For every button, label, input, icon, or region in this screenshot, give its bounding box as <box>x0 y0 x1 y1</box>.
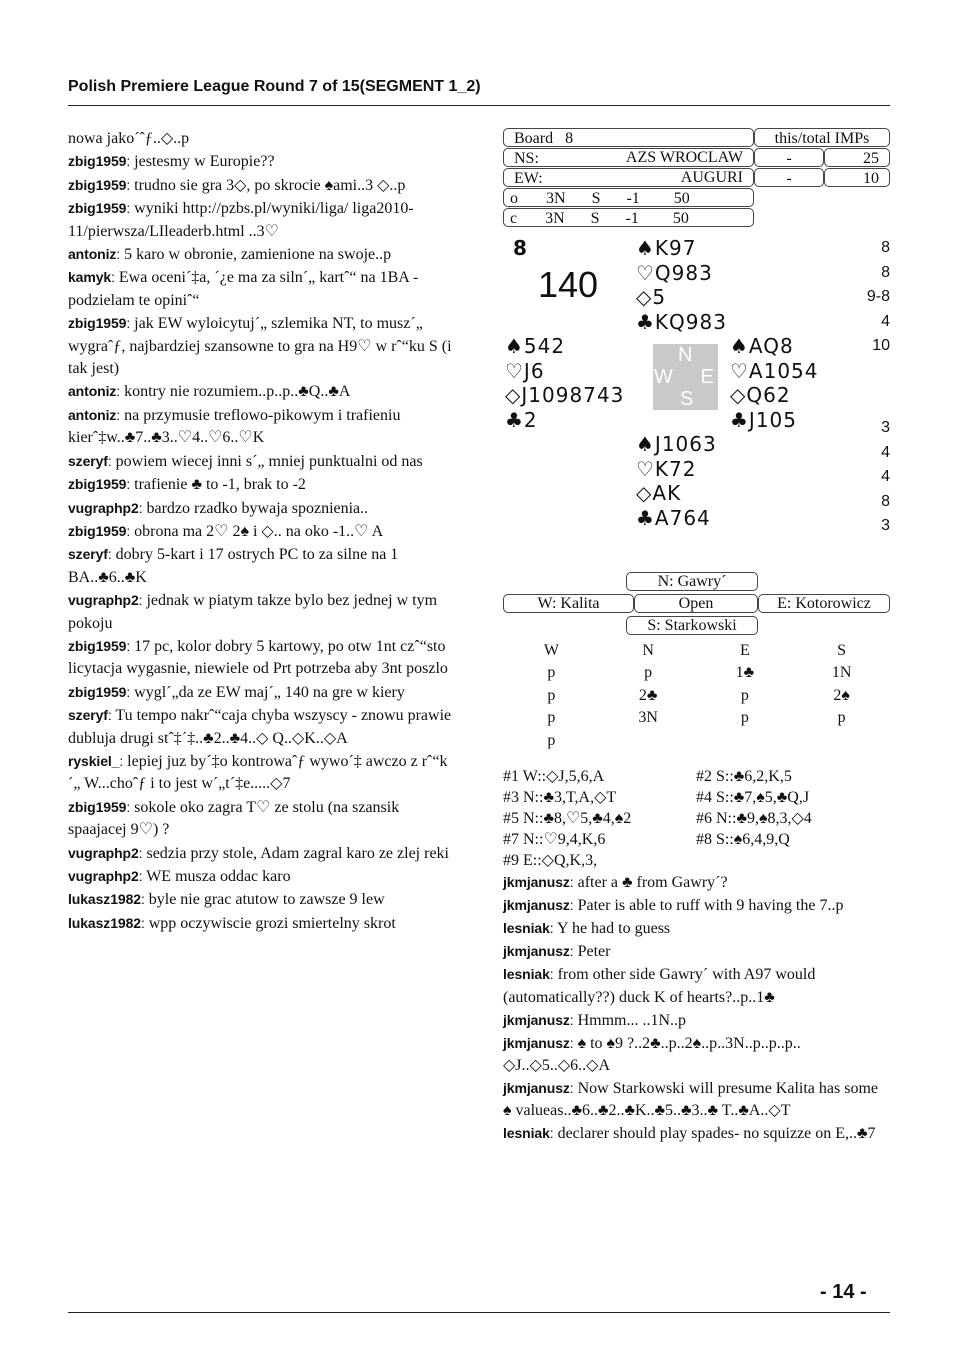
bidding-table <box>503 640 890 752</box>
result-room: o <box>510 190 518 207</box>
result-tricks: -1 <box>625 210 639 227</box>
chat-text: Now Starkowski will presume Kalita has some ♠ valueas..♣6..♣2..♣K..♣5..♣3..♣ T..♣A..◇T <box>503 1079 878 1119</box>
chat-line <box>503 917 890 940</box>
chat-line <box>68 912 456 935</box>
chat-text: dobry 5-kart i 17 ostrych PC to za silne na 1 BA..♣6..♣K <box>68 546 399 586</box>
east-hand <box>730 334 819 432</box>
trick: #1 W::◇J,5,6,A <box>503 768 605 786</box>
page-header: Polish Premiere League Round 7 of 15(SEGMENT 1_2) <box>68 78 481 95</box>
chat-user: jkmjanusz : <box>503 943 574 959</box>
south-spades: ♠J1063 <box>636 432 717 456</box>
chat-line <box>503 1009 890 1032</box>
bid-cell: p <box>740 709 749 727</box>
chat-user: lesniak : <box>503 1125 554 1141</box>
bid-cell: p <box>547 686 556 704</box>
chat-user: zbig1959 : <box>68 200 130 216</box>
chat-user: szeryf : <box>68 453 112 469</box>
chat-user: jkmjanusz : <box>503 1012 574 1028</box>
hcp-value: 4 <box>881 312 890 330</box>
north-clubs: ♣KQ983 <box>636 309 727 334</box>
south-diamonds: ◇AK <box>636 481 682 505</box>
chat-user: lukasz1982 : <box>68 891 145 907</box>
chat-user: szeryf : <box>68 707 112 723</box>
hcp-value: 8 <box>881 263 890 281</box>
bid-cell: p <box>547 664 556 682</box>
result-score: 50 <box>673 190 690 207</box>
chat-text: trafienie ♣ to -1, brak to -2 <box>134 476 306 494</box>
chat-user: zbig1959 : <box>68 177 130 193</box>
imps-header: this/total IMPs <box>754 128 890 147</box>
page-number: - 14 - <box>820 1281 867 1303</box>
open-result-row <box>503 188 890 208</box>
south-clubs: ♣A764 <box>636 505 711 530</box>
bid-cell <box>793 730 890 752</box>
chat-line <box>503 963 890 1008</box>
chat-user: zbig1959 : <box>68 799 130 815</box>
trick: #5 N::♣8,♡5,♣4,♠2 <box>503 810 632 828</box>
chat-user: lukasz1982 : <box>68 915 145 931</box>
compass-s: S <box>680 388 694 410</box>
chat-line <box>68 197 456 243</box>
trick: #8 S::♠6,4,9,Q <box>696 831 790 849</box>
east-diamonds: ◇Q62 <box>730 383 791 407</box>
chat-text: Pater is able to ruff with 9 having the 7..p <box>577 897 844 915</box>
chat-line <box>68 589 456 635</box>
chat-line <box>503 871 890 894</box>
chat-text: Y he had to guess <box>556 920 671 938</box>
ew-this-imps: - <box>754 168 824 187</box>
chat-text: 5 karo w obronie, zamienione na swoje..p <box>124 246 392 264</box>
chat-text: lepiej juz by´‡o kontrowaˆƒ wywo´‡ awczo z rˆ“k´„ W...choˆƒ i to jest w´„t´‡e.....◇7 <box>68 752 448 793</box>
ew-team: AUGURI <box>680 169 743 186</box>
west-clubs: ♣2 <box>505 407 538 432</box>
board-row <box>503 128 890 148</box>
chat-user: ryskiel_ : <box>68 753 123 769</box>
chat-line <box>503 940 890 963</box>
bid-cell: 3N <box>638 709 658 727</box>
hcp-value: 8 <box>881 492 890 510</box>
chat-text: WE musza oddac karo <box>146 868 291 885</box>
result-declarer: S <box>590 210 600 227</box>
ns-team: AZS WROCLAW <box>625 149 743 166</box>
chat-line <box>68 497 456 520</box>
chat-text: sedzia przy stole, Adam zagral karo ze zlej reki <box>146 844 449 862</box>
chat-line <box>68 380 456 403</box>
result-contract: 3N <box>545 210 565 227</box>
north-spades: ♠K97 <box>636 236 697 260</box>
chat-text: Ewa oceni´‡a, ´¿e ma za siln´„ kartˆ“ na 1BA - podzielam te opiniˆ“ <box>68 269 419 309</box>
chat-text: from other side Gawry´ with A97 would (automatically??) duck K of hearts?..p..1♣ <box>503 966 816 1006</box>
chat-user: lesniak : <box>503 966 554 982</box>
north-hand <box>636 236 727 334</box>
chat-user: zbig1959 : <box>68 684 130 700</box>
players-box <box>503 572 890 638</box>
chat-user: vugraphp2 : <box>68 500 142 516</box>
chat-line <box>68 750 456 796</box>
chat-user: vugraphp2 : <box>68 868 142 884</box>
compass-e: E <box>700 366 714 388</box>
chat-user: antoniz : <box>68 383 120 399</box>
west-hand <box>505 334 624 432</box>
chat-user: zbig1959 : <box>68 638 130 654</box>
trick: #9 E::◇Q,K,3, <box>503 852 598 870</box>
chat-text: declarer should play spades- no squizze on E,..♣7 <box>557 1125 876 1143</box>
chat-line <box>68 888 456 911</box>
west-hearts: ♡J6 <box>505 358 545 383</box>
result-tricks: -1 <box>626 190 640 207</box>
bid-cell <box>697 730 794 752</box>
chat-text: jak EW wyloicytuj´„ szlemika NT, to musz´„ wygraˆƒ, najbardziej szansowne to gra na H9♡ w rˆ“ku S (i tak jest) <box>68 315 452 378</box>
chat-user: szeryf : <box>68 546 112 562</box>
north-diamonds: ◇5 <box>636 285 667 309</box>
footer-rule <box>68 1312 890 1313</box>
chat-line <box>68 404 456 450</box>
chat-text: wpp oczywiscie grozi smiertelny skrot <box>148 914 396 932</box>
chat-user: antoniz : <box>68 246 120 262</box>
chat-user: vugraphp2 : <box>68 592 142 608</box>
compass-w: W <box>654 366 673 388</box>
result-declarer: S <box>591 190 601 207</box>
chat-line <box>68 520 456 543</box>
chat-text: nowa jako´ˆƒ..◇..p <box>68 130 190 147</box>
player-south: S: Starkowski <box>626 616 758 635</box>
bid-cell: p <box>740 686 749 704</box>
trick: #6 N::♣9,♠8,3,◇4 <box>696 810 812 828</box>
chat-text: wygl´„da ze EW maj´„ 140 na gre w kiery <box>134 683 405 701</box>
ew-team-box <box>503 168 754 187</box>
chat-line <box>503 894 890 917</box>
ew-total-imps: 10 <box>824 168 890 187</box>
chat-text: kontry nie rozumiem..p..p..♣Q..♣A <box>124 383 351 401</box>
chat-user: zbig1959 : <box>68 153 130 169</box>
ew-label: EW: <box>514 170 543 187</box>
open-result <box>503 188 754 207</box>
right-chat <box>503 871 890 1145</box>
east-spades: ♠AQ8 <box>730 334 794 358</box>
bid-cell <box>600 730 697 752</box>
chat-text: powiem wiecej inni s´„ mniej punktualni od nas <box>115 452 423 470</box>
closed-result <box>503 208 754 227</box>
ns-label: NS: <box>514 150 539 167</box>
bid-header-s: S <box>837 642 847 659</box>
bid-cell: p <box>837 709 846 727</box>
deal-diagram <box>503 236 890 566</box>
chat-text: 17 pc, kolor dobry 5 kartowy, po otw 1nt czˆ“sto licytacja wygasnie, niewiele od Prt potrzeba aby 3nt poszlo <box>68 637 448 678</box>
south-hearts: ♡K72 <box>636 456 697 481</box>
hcp-bottom <box>881 416 890 539</box>
closed-result-row <box>503 208 890 228</box>
chat-text: bardzo rzadko bywaja spoznienia.. <box>146 499 369 517</box>
hcp-value: 10 <box>872 337 890 354</box>
bid-cell: p <box>644 664 653 682</box>
hcp-top <box>867 236 890 359</box>
west-spades: ♠542 <box>505 334 566 358</box>
hcp-value: 4 <box>881 443 890 461</box>
chat-line <box>68 150 456 173</box>
chat-line <box>503 1122 890 1145</box>
result-score: 50 <box>672 210 689 227</box>
bid-cell: 1N <box>831 664 852 682</box>
player-north: N: Gawry´ <box>626 572 758 591</box>
chat-line <box>68 681 456 704</box>
chat-text: byle nie grac atutow to zawsze 9 lew <box>148 891 385 909</box>
chat-text: sokole oko zagra T♡ ze stolu (na szansik spaajacej 9♡) ? <box>68 798 400 839</box>
trick-list <box>503 766 890 871</box>
east-hearts: ♡A1054 <box>730 358 819 383</box>
compass-n: N <box>678 344 693 366</box>
chat-line <box>68 543 456 589</box>
board-number: 8 <box>565 130 574 147</box>
chat-text: trudno sie gra 3◇, po skrocie ♠ami..3 ◇..p <box>134 176 406 194</box>
chat-user: jkmjanusz : <box>503 1080 574 1096</box>
trick: #7 N::♡9,4,K,6 <box>503 831 606 849</box>
hcp-value: 3 <box>881 517 890 534</box>
chat-line <box>68 473 456 496</box>
player-east: E: Kotorowicz <box>758 594 890 613</box>
chat-line <box>68 865 456 888</box>
ns-total-imps: 25 <box>824 148 890 167</box>
chat-line <box>68 450 456 473</box>
bid-header-n: N <box>642 642 654 659</box>
left-chat-column <box>68 128 456 935</box>
chat-user: zbig1959 : <box>68 476 130 492</box>
bid-cell: p <box>547 709 556 727</box>
chat-line <box>68 312 456 380</box>
board-label-box <box>503 128 754 147</box>
bid-cell: 2♠ <box>833 686 850 704</box>
ns-row <box>503 148 890 168</box>
chat-line <box>68 796 456 842</box>
chat-user: zbig1959 : <box>68 315 130 331</box>
chat-line <box>503 1077 890 1122</box>
hcp-value: 8 <box>881 239 890 256</box>
chat-user: lesniak : <box>503 920 554 936</box>
chat-user: jkmjanusz : <box>503 874 574 890</box>
chat-line <box>68 842 456 865</box>
east-clubs: ♣J105 <box>730 407 798 432</box>
trick <box>696 850 890 871</box>
chat-user: antoniz : <box>68 407 120 423</box>
chat-text: jednak w piatym takze bylo bez jednej w tym pokoju <box>68 592 438 632</box>
board-label: Board <box>514 130 554 147</box>
chat-text: Tu tempo nakrˆ“caja chyba wszyscy - znowu prawie dubluja drugi stˆ‡´‡..♣2..♣4..◇ Q..◇K..◇A <box>68 707 452 747</box>
chat-line <box>68 174 456 197</box>
trick: #4 S::♣7,♠5,♣Q,J <box>696 789 810 807</box>
chat-text: Hmmm... ..1N..p <box>577 1011 687 1029</box>
hcp-value: 3 <box>881 419 890 436</box>
chat-line <box>68 243 456 266</box>
trick: #2 S::♣6,2,K,5 <box>696 768 792 786</box>
chat-user: vugraphp2 : <box>68 845 142 861</box>
bid-cell: 1♣ <box>735 664 755 682</box>
chat-line <box>68 128 456 150</box>
bid-header-w: W <box>543 642 559 659</box>
deal-score: 140 <box>538 264 599 305</box>
ns-team-box <box>503 148 754 167</box>
result-room: c <box>510 210 518 227</box>
hcp-value: 4 <box>881 468 890 485</box>
chat-text: wyniki http://pzbs.pl/wyniki/liga/ liga2010-11/pierwsza/LIleaderb.html ..3♡ <box>68 200 414 240</box>
hcp-value: 9-8 <box>866 288 890 305</box>
header-rule <box>68 105 890 106</box>
bid-cell: p <box>547 731 556 749</box>
chat-line <box>503 1032 890 1077</box>
chat-line <box>68 704 456 750</box>
ew-row <box>503 168 890 188</box>
north-hearts: ♡Q983 <box>636 260 713 285</box>
chat-user: kamyk : <box>68 269 115 285</box>
room-label: Open <box>634 594 758 613</box>
chat-line <box>68 635 456 681</box>
chat-text: na przymusie treflowo-pikowym i trafieniu kierˆ‡w..♣7..♣3..♡4..♡6..♡K <box>68 406 401 447</box>
chat-line <box>68 266 456 312</box>
result-contract: 3N <box>546 190 566 207</box>
chat-text: jestesmy w Europie?? <box>134 153 275 171</box>
trick: #3 N::♣3,T,A,◇T <box>503 789 617 807</box>
chat-user: jkmjanusz : <box>503 1035 574 1051</box>
compass <box>653 344 718 410</box>
chat-user: zbig1959 : <box>68 523 130 539</box>
west-diamonds: ◇J1098743 <box>505 383 625 407</box>
chat-user: jkmjanusz : <box>503 897 574 913</box>
board-panel <box>503 128 890 1145</box>
chat-text: Peter <box>577 943 611 961</box>
south-hand <box>636 432 717 530</box>
bid-cell: 2♣ <box>638 686 658 704</box>
ns-this-imps: - <box>754 148 824 167</box>
chat-text: after a ♣ from Gawry´? <box>577 874 728 892</box>
bid-header-e: E <box>739 642 750 659</box>
deal-board-number: 8 <box>513 236 527 260</box>
player-west: W: Kalita <box>503 594 634 613</box>
chat-text: obrona ma 2♡ 2♠ i ◇.. na oko -1..♡ A <box>134 522 384 540</box>
chat-text: ♠ to ♠9 ?..2♣..p..2♠..p..3N..p..p..p.. ◇J..◇5..◇6..◇A <box>503 1034 801 1074</box>
